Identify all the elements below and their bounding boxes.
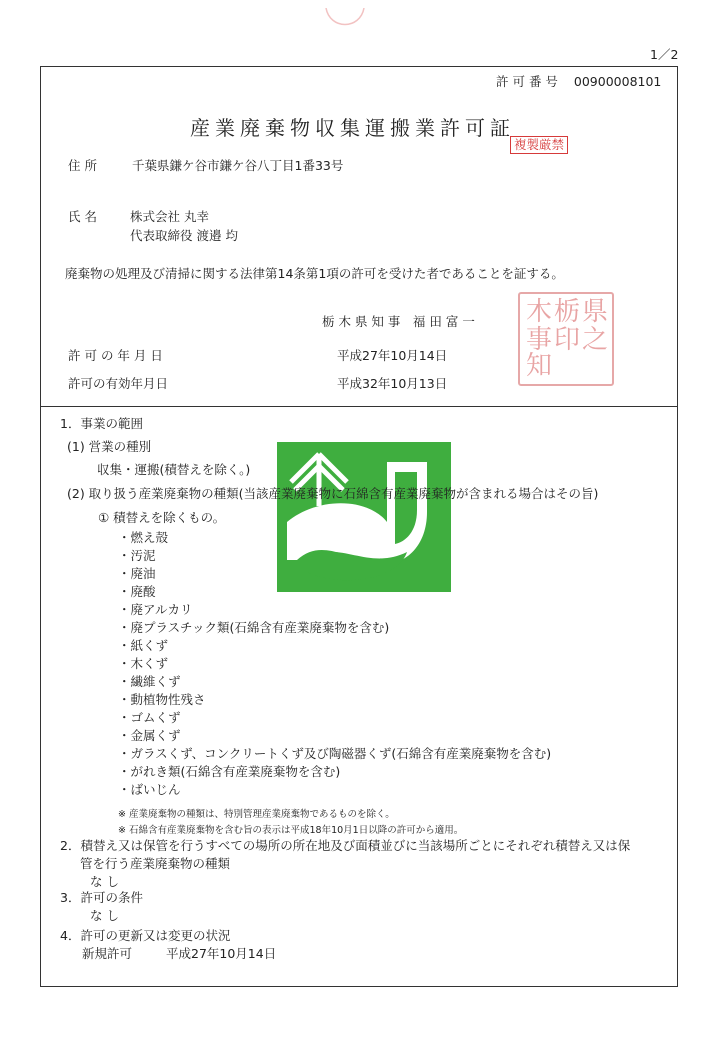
waste-type-item: ・繊維くず xyxy=(118,674,181,689)
waste-types-subitem: ① 積替えを除くもの。 xyxy=(98,510,226,525)
certification-text: 廃棄物の処理及び清掃に関する法律第14条第1項の許可を受けた者であることを証する。 xyxy=(65,266,564,281)
business-type-value: 収集・運搬(積替えを除く。) xyxy=(97,462,251,477)
waste-types-heading: (2) 取り扱う産業廃棄物の種類(当該産業廃棄物に石綿含有産業廃棄物が含まれる場合はその旨) xyxy=(67,486,599,501)
section-divider xyxy=(41,406,677,407)
seal-char: 知 xyxy=(525,351,552,381)
waste-type-item: ・木くず xyxy=(118,656,169,671)
waste-type-item: ・金属くず xyxy=(118,728,181,743)
expiry-date: 平成32年10月13日 xyxy=(337,376,448,391)
address-value: 千葉県鎌ケ谷市鎌ケ谷八丁目1番33号 xyxy=(132,158,344,173)
permit-number: 00900008101 xyxy=(573,74,662,89)
page-number: 1／2 xyxy=(650,47,679,62)
copy-prohibited-stamp: 複製厳禁 xyxy=(510,136,568,154)
section4-heading: 4．許可の更新又は変更の状況 xyxy=(60,928,231,943)
section2-heading-cont: 管を行う産業廃棄物の種類 xyxy=(80,856,231,871)
business-type-heading: (1) 営業の種別 xyxy=(67,439,152,454)
seal-char: 木事 xyxy=(525,297,552,355)
document-title: 産業廃棄物収集運搬業許可証 xyxy=(190,116,515,140)
section3-heading: 3．許可の条件 xyxy=(60,890,143,905)
faint-stamp-mark xyxy=(322,8,368,40)
waste-type-item: ・廃油 xyxy=(118,566,156,581)
prefecture-emblem-watermark xyxy=(277,442,451,592)
section2-heading: 2．積替え又は保管を行うすべての場所の所在地及び面積並びに当該場所ごとにそれぞれ積替え又は保 xyxy=(60,838,631,853)
section4-date: 平成27年10月14日 xyxy=(166,946,277,961)
waste-type-item: ・がれき類(石綿含有産業廃棄物を含む) xyxy=(118,764,341,779)
waste-type-item: ・廃プラスチック類(石綿含有産業廃棄物を含む) xyxy=(118,620,390,635)
waste-type-item: ・動植物性残さ xyxy=(118,692,206,707)
permit-date: 平成27年10月14日 xyxy=(337,348,448,363)
waste-type-item: ・廃酸 xyxy=(118,584,156,599)
name-label: 氏 名 xyxy=(68,209,97,224)
seal-char: 栃印 xyxy=(553,297,580,355)
governor-seal xyxy=(518,292,614,386)
waste-type-item: ・汚泥 xyxy=(118,548,156,563)
permit-number-label: 許 可 番 号 xyxy=(496,74,558,89)
seal-char: 県之 xyxy=(581,297,608,355)
section2-value: な し xyxy=(90,874,119,889)
section3-value: な し xyxy=(90,908,119,923)
expiry-date-label: 許可の有効年月日 xyxy=(68,376,169,391)
waste-type-item: ・ばいじん xyxy=(118,782,181,797)
section4-type: 新規許可 xyxy=(82,946,133,961)
waste-type-item: ・燃え殻 xyxy=(118,530,169,545)
waste-type-item: ・ガラスくず、コンクリートくず及び陶磁器くず(石綿含有産業廃棄物を含む) xyxy=(118,746,552,761)
waste-type-item: ・廃アルカリ xyxy=(118,602,193,617)
permit-date-label: 許 可 の 年 月 日 xyxy=(68,348,163,363)
note-asbestos: ※ 石綿含有産業廃棄物を含む旨の表示は平成18年10月1日以降の許可から適用。 xyxy=(118,825,464,836)
note-special-waste: ※ 産業廃棄物の種類は、特別管理産業廃棄物であるものを除く。 xyxy=(118,809,395,820)
address-label: 住 所 xyxy=(68,158,97,173)
representative-name: 代表取締役 渡邉 均 xyxy=(130,228,238,243)
waste-type-item: ・ゴムくず xyxy=(118,710,181,725)
section1-heading: 1．事業の範囲 xyxy=(60,416,143,431)
waste-type-item: ・紙くず xyxy=(118,638,169,653)
issuer-name: 栃 木 県 知 事 福 田 富 一 xyxy=(322,314,475,329)
company-name: 株式会社 丸幸 xyxy=(130,209,209,224)
